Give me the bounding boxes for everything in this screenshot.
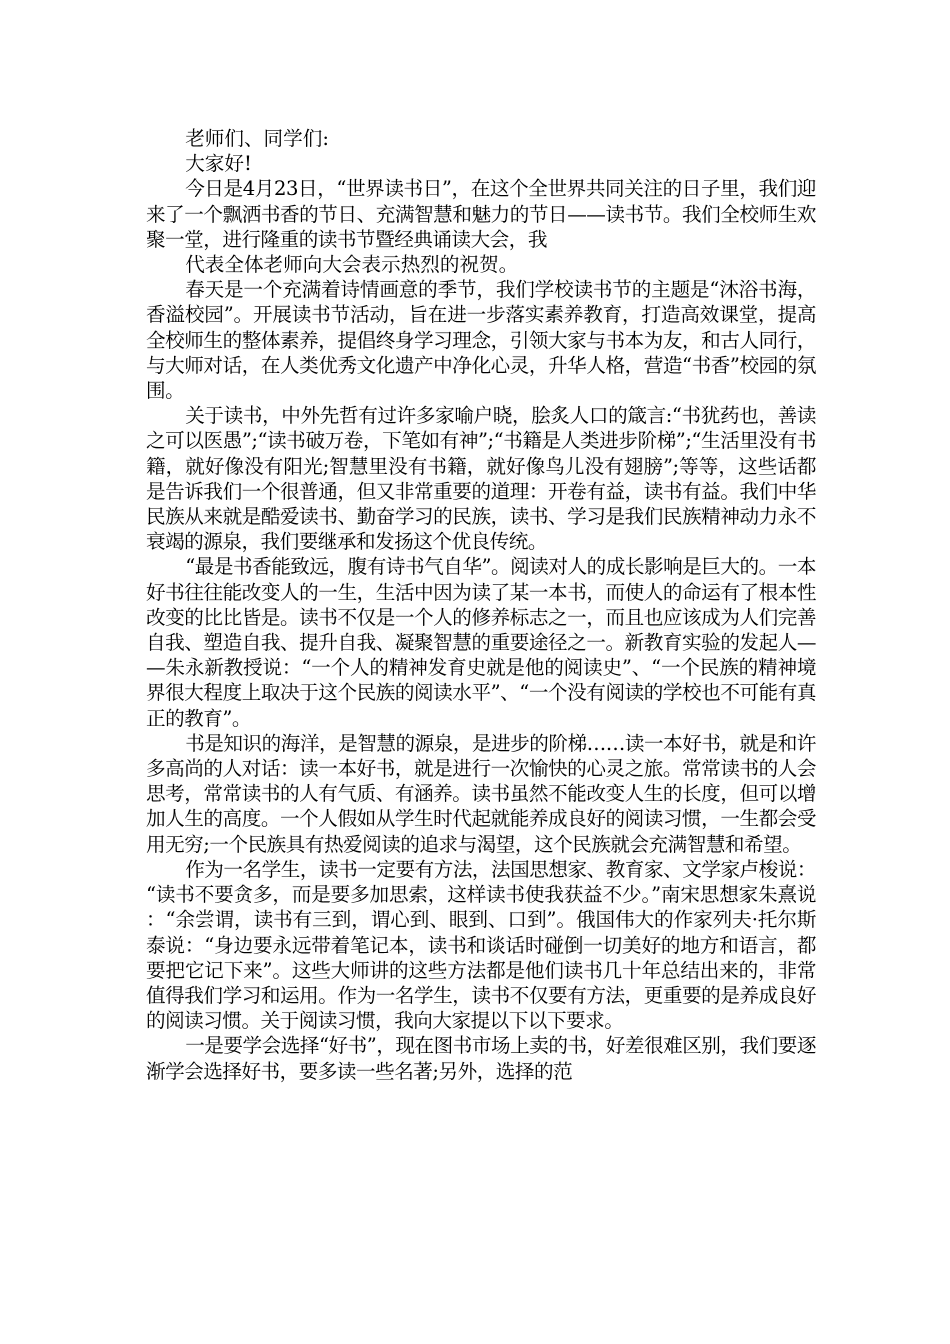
paragraph-influence: “最是书香能致远，腹有诗书气自华”。阅读对人的成长影响是巨大的。一本好书往往能改变人的一生，生活中因为读了某一本书，而使人的命运有了根本性改变的比比皆是。读书不仅是一个人的修养标志之一，而且也应该成为人们完善自我、塑造自我、提升自我、凝聚智慧的重要途径之一。新教育实验的发起人——朱永新教授说：“一个人的精神发育史就是他的阅读史”、“一个民族的精神境界很大程度上取决于这个民族的阅读水平”、“一个没有阅读的学校也不可能有真正的教育”。	[146, 555, 816, 730]
paragraph-congratulation: 代表全体老师向大会表示热烈的祝贺。	[185, 253, 519, 277]
paragraph-good-books: 一是要学会选择“好书”，现在图书市场上卖的书，好差很难区别，我们要逐渐学会选择好书，要多读一些名著;另外，选择的范	[146, 1034, 816, 1083]
paragraph-knowledge: 书是知识的海洋，是智慧的源泉，是进步的阶梯……读一本好书，就是和许多高尚的人对话：读一本好书，就是进行一次愉快的心灵之旅。常常读书的人会思考，常常读书的人有气质、有涵养。读书虽然不能改变人生的长度，但可以增加人生的高度。一个人假如从学生时代起就能养成良好的阅读习惯，一生都会受用无穷;一个民族具有热爱阅读的追求与渴望，这个民族就会充满智慧和希望。	[146, 731, 816, 856]
greeting: 大家好!	[185, 152, 252, 176]
paragraph-opening: 今日是4月23日，“世界读书日”，在这个全世界共同关注的日子里，我们迎来了一个飘洒书香的节日、充满智慧和魅力的节日——读书节。我们全校师生欢聚一堂，进行隆重的读书节暨经典诵读大会，我	[146, 177, 816, 251]
speech-body	[146, 126, 816, 1084]
salutation: 老师们、同学们:	[185, 127, 329, 150]
paragraph-theme: 春天是一个充满着诗情画意的季节，我们学校读书节的主题是“沐浴书海，香溢校园”。开展读书节活动，旨在进一步落实素养教育，打造高效课堂，提高全校师生的整体素养，提倡终身学习理念，引领大家与书本为友，和古人同行，与大师对话，在人类优秀文化遗产中净化心灵，升华人格，营造“书香”校园的氛围。	[146, 278, 816, 403]
paragraph-maxims: 关于读书，中外先哲有过许多家喻户晓，脍炙人口的箴言:“书犹药也，善读之可以医愚”;“读书破万卷，下笔如有神”;“书籍是人类进步阶梯”;“生活里没有书籍，就好像没有阳光;智慧里没有书籍，就好像鸟儿没有翅膀”;等等，这些话都是告诉我们一个很普通，但又非常重要的道理：开卷有益，读书有益。我们中华民族从来就是酷爱读书、勤奋学习的民族，读书、学习是我们民族精神动力永不衰竭的源泉，我们要继承和发扬这个优良传统。	[146, 404, 816, 554]
paragraph-methods: 作为一名学生，读书一定要有方法，法国思想家、教育家、文学家卢梭说：“读书不要贪多，而是要多加思索，这样读书使我获益不少。”南宋思想家朱熹说：“余尝谓，读书有三到，谓心到、眼到、口到”。俄国伟大的作家列夫·托尔斯泰说：“身边要永远带着笔记本，读书和谈话时碰倒一切美好的地方和语言，都要把它记下来”。这些大师讲的这些方法都是他们读书几十年总结出来的，非常值得我们学习和运用。作为一名学生，读书不仅要有方法，更重要的是养成良好的阅读习惯。关于阅读习惯，我向大家提以下以下要求。	[146, 857, 816, 1033]
